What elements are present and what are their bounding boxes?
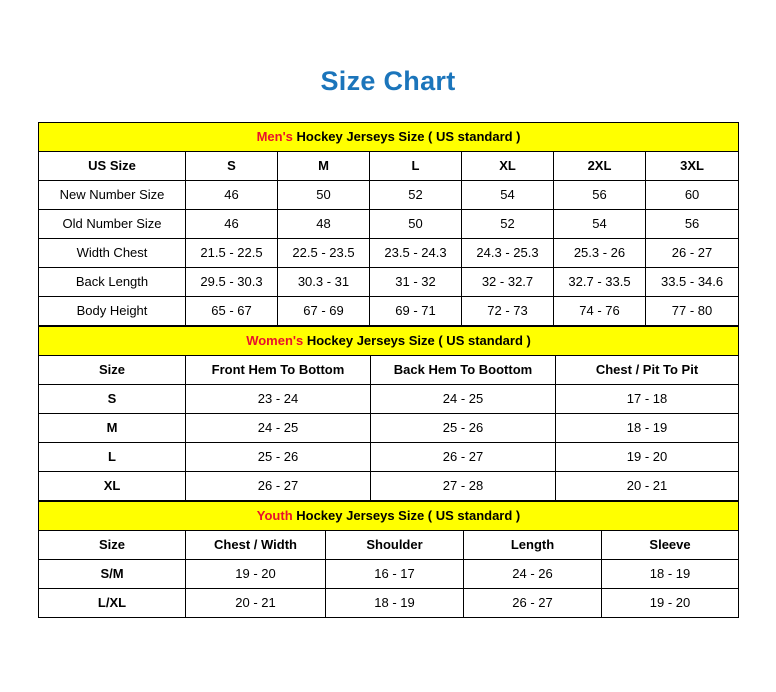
- womens-row-1-val-1: 25 - 26: [371, 414, 556, 443]
- mens-row-4-val-1: 67 - 69: [278, 297, 370, 326]
- womens-row-3-label: XL: [39, 472, 186, 501]
- womens-row-2-val-0: 25 - 26: [186, 443, 371, 472]
- womens-row-2-label: L: [39, 443, 186, 472]
- mens-row-3-val-3: 32 - 32.7: [462, 268, 554, 297]
- mens-row-0-val-1: 50: [278, 181, 370, 210]
- mens-row-3-val-2: 31 - 32: [370, 268, 462, 297]
- womens-row-3-val-2: 20 - 21: [556, 472, 739, 501]
- mens-col-4: XL: [462, 152, 554, 181]
- youth-col-1: Chest / Width: [186, 531, 326, 560]
- youth-row-1-val-0: 20 - 21: [186, 589, 326, 618]
- mens-col-6: 3XL: [646, 152, 739, 181]
- womens-row-0-val-0: 23 - 24: [186, 385, 371, 414]
- mens-size-table: [38, 122, 739, 326]
- mens-row-4-val-3: 72 - 73: [462, 297, 554, 326]
- mens-row-3-val-0: 29.5 - 30.3: [186, 268, 278, 297]
- mens-row-1-val-5: 56: [646, 210, 739, 239]
- womens-row-0-val-1: 24 - 25: [371, 385, 556, 414]
- mens-section-header-rest: Hockey Jerseys Size ( US standard ): [292, 128, 521, 144]
- mens-col-0: US Size: [39, 152, 186, 181]
- womens-size-table: [38, 326, 739, 501]
- mens-row-4-label: Body Height: [39, 297, 186, 326]
- table-row: [39, 385, 739, 414]
- youth-row-0-val-3: 18 - 19: [602, 560, 739, 589]
- mens-row-0-label: New Number Size: [39, 181, 186, 210]
- mens-row-4-val-4: 74 - 76: [554, 297, 646, 326]
- table-row: [39, 414, 739, 443]
- youth-col-0: Size: [39, 531, 186, 560]
- mens-row-1-val-1: 48: [278, 210, 370, 239]
- mens-row-1-val-4: 54: [554, 210, 646, 239]
- mens-row-0-val-5: 60: [646, 181, 739, 210]
- womens-section-header-accent: Women's: [246, 332, 304, 348]
- table-row: [39, 531, 739, 560]
- youth-row-1-val-2: 26 - 27: [464, 589, 602, 618]
- womens-section-header-rest: Hockey Jerseys Size ( US standard ): [303, 332, 531, 348]
- womens-section-header: [39, 327, 739, 356]
- mens-row-2-val-3: 24.3 - 25.3: [462, 239, 554, 268]
- table-row: [39, 210, 739, 239]
- page-title: Size Chart: [320, 66, 456, 96]
- table-row: [39, 152, 739, 181]
- mens-row-2-val-0: 21.5 - 22.5: [186, 239, 278, 268]
- youth-row-0-val-1: 16 - 17: [326, 560, 464, 589]
- youth-row-0-label: S/M: [39, 560, 186, 589]
- womens-row-1-label: M: [39, 414, 186, 443]
- youth-col-3: Length: [464, 531, 602, 560]
- mens-row-1-label: Old Number Size: [39, 210, 186, 239]
- table-row: [39, 560, 739, 589]
- womens-row-2-val-1: 26 - 27: [371, 443, 556, 472]
- youth-col-4: Sleeve: [602, 531, 739, 560]
- mens-col-2: M: [278, 152, 370, 181]
- table-row: [39, 589, 739, 618]
- womens-row-1-val-2: 18 - 19: [556, 414, 739, 443]
- womens-row-0-val-2: 17 - 18: [556, 385, 739, 414]
- mens-row-0-val-2: 52: [370, 181, 462, 210]
- mens-row-4-val-0: 65 - 67: [186, 297, 278, 326]
- youth-col-2: Shoulder: [326, 531, 464, 560]
- womens-row-3-val-0: 26 - 27: [186, 472, 371, 501]
- youth-row-1-val-1: 18 - 19: [326, 589, 464, 618]
- womens-col-0: Size: [39, 356, 186, 385]
- mens-row-2-val-5: 26 - 27: [646, 239, 739, 268]
- youth-section-header-rest: Hockey Jerseys Size ( US standard ): [292, 507, 521, 523]
- youth-row-1-label: L/XL: [39, 589, 186, 618]
- youth-section-header-accent: Youth: [256, 507, 293, 523]
- mens-row-2-val-4: 25.3 - 26: [554, 239, 646, 268]
- youth-row-1-val-3: 19 - 20: [602, 589, 739, 618]
- table-row: [39, 356, 739, 385]
- youth-row-0-val-0: 19 - 20: [186, 560, 326, 589]
- table-row: [39, 443, 739, 472]
- youth-size-table: [38, 501, 739, 618]
- mens-row-3-val-4: 32.7 - 33.5: [554, 268, 646, 297]
- mens-row-1-val-0: 46: [186, 210, 278, 239]
- womens-row-3-val-1: 27 - 28: [371, 472, 556, 501]
- mens-col-5: 2XL: [554, 152, 646, 181]
- table-row: [39, 181, 739, 210]
- mens-section-header: [39, 123, 739, 152]
- womens-row-1-val-0: 24 - 25: [186, 414, 371, 443]
- table-section-header-row: [39, 502, 739, 531]
- table-section-header-row: [39, 123, 739, 152]
- youth-row-0-val-2: 24 - 26: [464, 560, 602, 589]
- womens-row-0-label: S: [39, 385, 186, 414]
- mens-col-3: L: [370, 152, 462, 181]
- mens-row-4-val-5: 77 - 80: [646, 297, 739, 326]
- womens-col-3: Chest / Pit To Pit: [556, 356, 739, 385]
- table-row: [39, 268, 739, 297]
- mens-row-4-val-2: 69 - 71: [370, 297, 462, 326]
- mens-section-header-accent: Men's: [256, 128, 293, 144]
- mens-row-2-val-2: 23.5 - 24.3: [370, 239, 462, 268]
- mens-row-0-val-0: 46: [186, 181, 278, 210]
- table-row: [39, 297, 739, 326]
- mens-row-2-label: Width Chest: [39, 239, 186, 268]
- mens-col-1: S: [186, 152, 278, 181]
- mens-row-2-val-1: 22.5 - 23.5: [278, 239, 370, 268]
- table-row: [39, 472, 739, 501]
- mens-row-0-val-4: 56: [554, 181, 646, 210]
- mens-row-3-val-1: 30.3 - 31: [278, 268, 370, 297]
- womens-row-2-val-2: 19 - 20: [556, 443, 739, 472]
- mens-row-1-val-3: 52: [462, 210, 554, 239]
- youth-section-header: [39, 502, 739, 531]
- mens-row-0-val-3: 54: [462, 181, 554, 210]
- table-section-header-row: [39, 327, 739, 356]
- table-row: [39, 239, 739, 268]
- mens-row-1-val-2: 50: [370, 210, 462, 239]
- mens-row-3-label: Back Length: [39, 268, 186, 297]
- womens-col-2: Back Hem To Boottom: [371, 356, 556, 385]
- size-chart-tables: [38, 122, 738, 618]
- womens-col-1: Front Hem To Bottom: [186, 356, 371, 385]
- mens-row-3-val-5: 33.5 - 34.6: [646, 268, 739, 297]
